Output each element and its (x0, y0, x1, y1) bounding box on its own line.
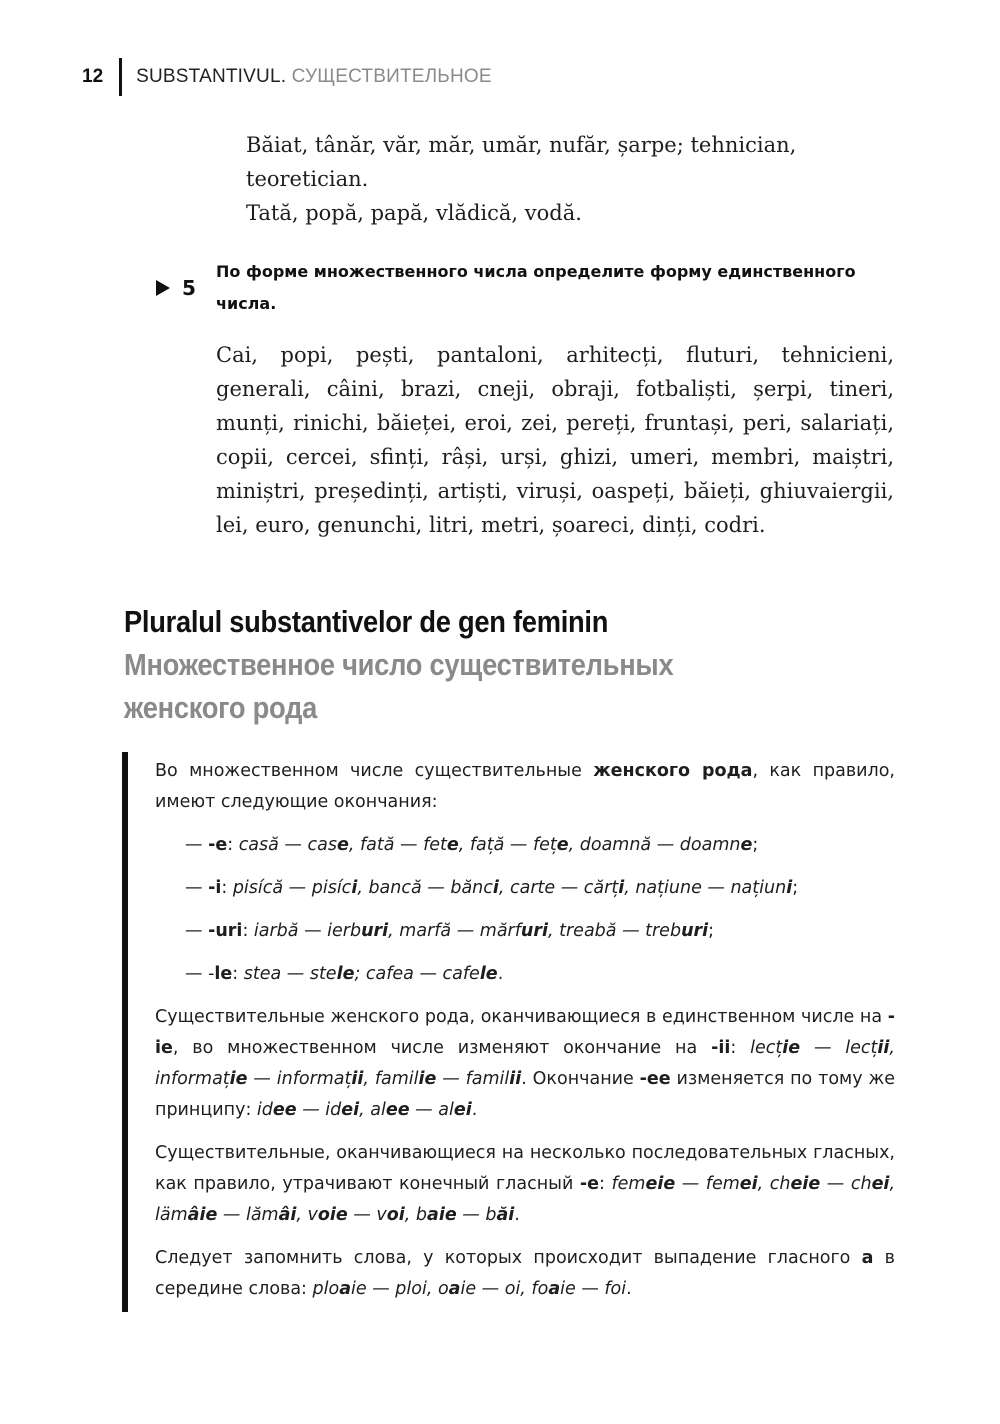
ending-example: e (740, 835, 753, 855)
rule-intro-bold: женского рода (593, 761, 753, 781)
text-run: . (514, 1205, 520, 1225)
intro-line-1: Băiat, tânăr, văr, măr, umăr, nufăr, șarpe; tehnician, teoretician. (246, 133, 797, 191)
text-run: ie (782, 1038, 801, 1058)
text-run: в середине слова: (155, 1248, 895, 1299)
ending-example: i (786, 878, 793, 898)
ending-example: uri (520, 921, 548, 941)
ending-example: , națiune — națiun (624, 878, 787, 898)
play-triangle-icon (156, 280, 170, 296)
text-run: Следует запомнить слова, у которых происходит выпадение гласного (155, 1248, 862, 1268)
text-run: ee (385, 1100, 410, 1120)
text-run: ie — foi (560, 1279, 627, 1299)
ending-example: i (492, 878, 499, 898)
text-run: ăi (496, 1205, 515, 1225)
exercise-number: 5 (182, 276, 196, 300)
text-run: , v (296, 1205, 318, 1225)
ending-dash: — (185, 835, 209, 855)
text-run: , informaț (155, 1038, 895, 1089)
rule-vowel-drop (155, 1243, 895, 1305)
text-run: Существительные, оканчивающиеся на несколько последовательных гласных, как правило, утрачивают конечный гласный (155, 1143, 895, 1194)
ending-example: , carte — cărț (498, 878, 619, 898)
rules-block (155, 756, 895, 1317)
exercise-5 (156, 256, 896, 542)
text-run: : (599, 1174, 612, 1194)
ending-example: iarbă — ierb (253, 921, 362, 941)
intro-word-list (246, 128, 906, 230)
ending-example: le (479, 964, 498, 984)
text-run: ei (739, 1174, 758, 1194)
rule-intro (155, 756, 895, 818)
ending-example: e (446, 835, 459, 855)
text-run: ie (229, 1069, 248, 1089)
ending-example: i (351, 878, 358, 898)
ending-colon: : (242, 921, 254, 941)
ending-example: ; (792, 878, 799, 898)
rule-intro-text-end: , как правило, имеют следующие окончания: (155, 761, 895, 812)
text-run: ii (351, 1069, 364, 1089)
text-run: , al (359, 1100, 386, 1120)
ending-example: i (618, 878, 625, 898)
text-run: oi (386, 1205, 405, 1225)
ending-example: e (556, 835, 569, 855)
text-run: , ch (757, 1174, 791, 1194)
text-run: ei (453, 1100, 472, 1120)
text-run: âie (187, 1205, 218, 1225)
ending-example: , treabă — treb (548, 921, 682, 941)
ending-suffix: -uri (208, 921, 243, 941)
ending-suffix: -i (208, 878, 222, 898)
text-run: . (471, 1100, 478, 1120)
text-run: oie (317, 1205, 348, 1225)
header-divider (119, 58, 122, 96)
ending-example: le (336, 964, 355, 984)
exercise-word-list: Cai, popi, pești, pantaloni, arhitecți, fluturi, tehnicieni, generali, câini, brazi, cneji, obraji, fotbaliști, șerpi, tineri, munți, rinichi, băieței, eroi, zei, pereți, fruntași, peri, salariați, copii, cercei, sfinți, râși, urși, ghizi, umeri, membri, maiștri, miniștri, președinți, artiști, viruși, oaspeți, băieți, ghiuvaiergii, lei, euro, genunchi, litri, metri, șoareci, dinți, codri. (216, 343, 894, 537)
ending-suffix: -e (208, 835, 228, 855)
ending-example: uri (681, 921, 709, 941)
running-title (136, 66, 492, 88)
text-run: -e (579, 1174, 600, 1194)
section-title-ru-line-2: женского рода (124, 690, 318, 725)
text-run: ie — oi, fo (460, 1279, 549, 1299)
text-run: — b (456, 1205, 497, 1225)
ending-example: , fată — fet (348, 835, 447, 855)
ending-example: ; (752, 835, 759, 855)
rule-sidebar-bar (122, 752, 128, 1312)
text-run: — lăm (217, 1205, 279, 1225)
ending-example: casă — cas (238, 835, 337, 855)
exercise-instruction: По форме множественного числа определите форму единственного числа. (216, 262, 856, 313)
text-run: , b (404, 1205, 428, 1225)
ending-dash: — (185, 878, 209, 898)
text-run: id (256, 1100, 273, 1120)
text-run: ii (877, 1038, 890, 1058)
ending-colon: : (232, 964, 244, 984)
text-run: ie — ploi, o (351, 1279, 449, 1299)
text-run: ie (418, 1069, 437, 1089)
ending-example: stea — ste (243, 964, 337, 984)
text-run: -ee (639, 1069, 671, 1089)
ending-rule (185, 959, 895, 990)
section-title-ro: Pluralul substantivelor de gen feminin (124, 604, 609, 639)
page-header (82, 58, 492, 96)
ending-example: , bancă — bănc (357, 878, 493, 898)
section-title-ru-line-1: Множественное число существительных (124, 647, 674, 682)
exercise-heading (156, 256, 896, 320)
ending-example: , marfă — mărf (388, 921, 521, 941)
running-title-ru: СУЩЕСТВИТЕЛЬНОЕ (286, 66, 492, 87)
text-run: a (548, 1279, 561, 1299)
text-run: , läm (155, 1174, 896, 1225)
endings-list (155, 830, 895, 990)
text-run: , famil (363, 1069, 419, 1089)
text-run: изменяется по тому же принципу: (155, 1069, 895, 1120)
text-run: — fem (675, 1174, 740, 1194)
text-run: lecț (750, 1038, 783, 1058)
text-run: — al (409, 1100, 454, 1120)
text-run: — id (296, 1100, 342, 1120)
text-run: — famil (436, 1069, 510, 1089)
text-run: eie (645, 1174, 676, 1194)
text-run: ee (272, 1100, 297, 1120)
text-run: , во множественном числе изменяют окончание на (172, 1038, 712, 1058)
text-run: — ch (820, 1174, 872, 1194)
text-run: — informaț (247, 1069, 352, 1089)
text-run: . (626, 1279, 632, 1299)
intro-line-2: Tată, popă, papă, vlădică, vodă. (246, 201, 582, 225)
text-run: Существительные женского рода, оканчивающиеся в единственном числе на (155, 1007, 888, 1027)
ending-example: , doamnă — doamn (568, 835, 741, 855)
text-run: ei (871, 1174, 890, 1194)
text-run: ei (341, 1100, 360, 1120)
ending-suffix: le (214, 964, 233, 984)
text-run: — lecț (800, 1038, 878, 1058)
ending-example: . (497, 964, 504, 984)
ending-example: , față — feț (458, 835, 557, 855)
text-run: âi (278, 1205, 297, 1225)
rule-vowel-sequence (155, 1138, 895, 1231)
ending-example: uri (361, 921, 389, 941)
text-run: aie (427, 1205, 457, 1225)
rule-intro-text: Во множественном числе существительные (155, 761, 594, 781)
ending-rule (185, 916, 895, 947)
page-number: 12 (82, 66, 104, 87)
running-title-ro: SUBSTANTIVUL. (136, 66, 287, 87)
ending-example: pisícă — pisíc (232, 878, 352, 898)
text-run: a (448, 1279, 461, 1299)
ending-example: ; cafea — cafe (354, 964, 480, 984)
ending-example: ; (708, 921, 715, 941)
ending-dash: — (185, 921, 209, 941)
text-run: fem (611, 1174, 646, 1194)
text-run: ii (509, 1069, 522, 1089)
text-run: eie (790, 1174, 821, 1194)
text-run: a (339, 1279, 352, 1299)
ending-rule (185, 830, 895, 861)
text-run: . Окончание (521, 1069, 640, 1089)
text-run: -ii (711, 1038, 731, 1058)
text-run: : (730, 1038, 751, 1058)
text-run: — v (347, 1205, 387, 1225)
section-title (124, 600, 810, 729)
ending-colon: : (221, 878, 233, 898)
text-run: plo (312, 1279, 340, 1299)
ending-example: e (336, 835, 349, 855)
ending-colon: : (227, 835, 239, 855)
exercise-marker (156, 256, 216, 320)
rule-ie-ending (155, 1002, 895, 1126)
text-run: a (861, 1248, 874, 1268)
ending-rule (185, 873, 895, 904)
text-run: -ie (155, 1007, 895, 1058)
ending-dash: — - (185, 964, 215, 984)
